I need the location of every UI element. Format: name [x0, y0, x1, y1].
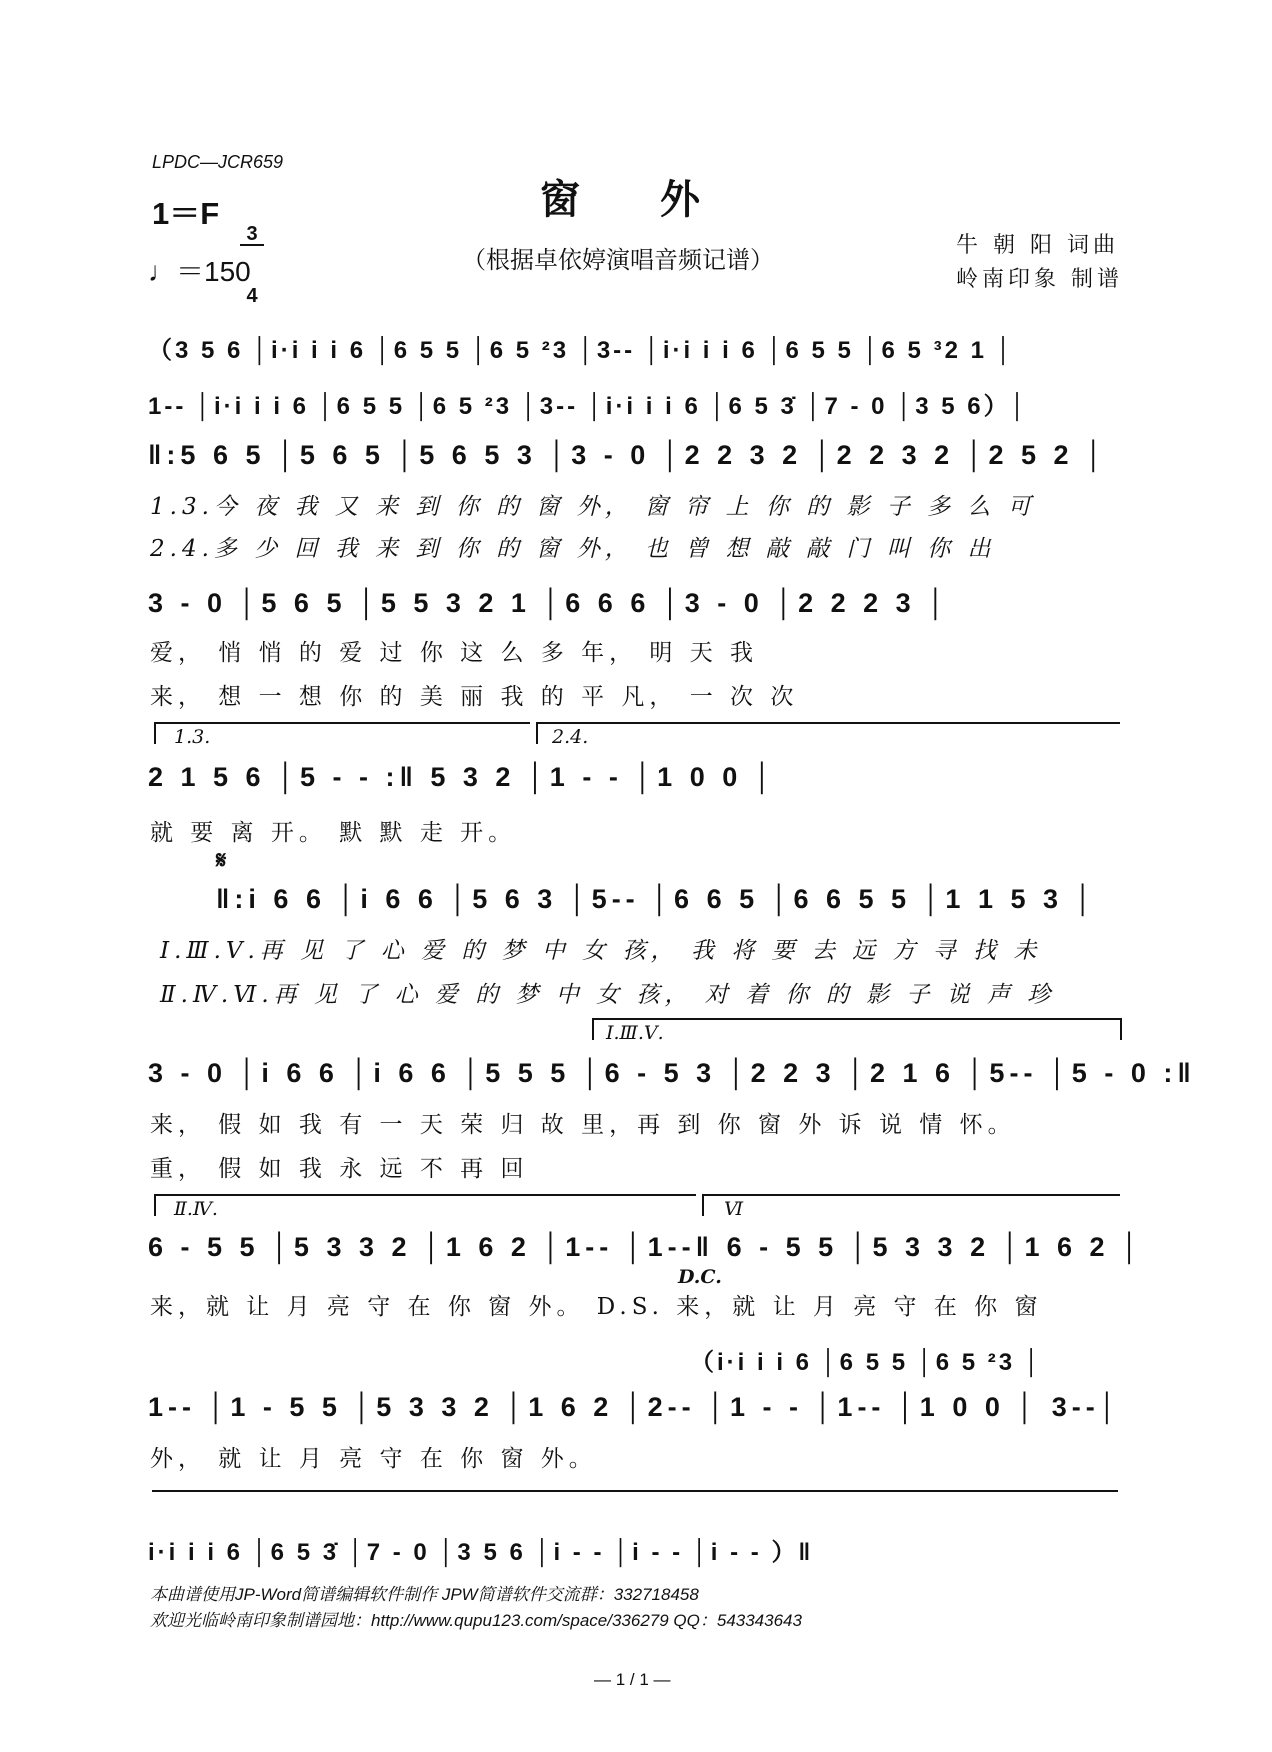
- footer-website: 欢迎光临岭南印象制谱园地：http://www.qupu123.com/space/336279 QQ：543343643: [150, 1611, 802, 1630]
- verse-notes-3: 2 1 5 6 │5 - - :‖ 5 3 2 │1 - - │1 0 0 │: [148, 762, 777, 792]
- volta-label-2: 2.4.: [552, 726, 589, 748]
- volta-bracket-3: [592, 1018, 1122, 1040]
- volta-bracket-5: [702, 1194, 1120, 1216]
- time-signature-bottom: 4: [246, 285, 258, 307]
- footer-software: 本曲谱使用JP-Word简谱编辑软件制作 JPW简谱软件交流群：332718458: [150, 1585, 699, 1604]
- chorus-lyrics-1a: Ⅰ.Ⅲ.Ⅴ.再 见 了 心 爱 的 梦 中 女 孩， 我 将 要 去 远 方 寻 找 未: [160, 938, 1042, 964]
- chorus-notes-3: 6 - 5 5 │5 3 3 2 │1 6 2 │1-- │1--‖ 6 - 5 5 │5 3 3 2 │1 6 2 │: [148, 1232, 1144, 1262]
- verse-lyrics-1a: 1.3.今 夜 我 又 来 到 你 的 窗 外， 窗 帘 上 你 的 影 子 多 么 可: [150, 494, 1036, 520]
- arranger: 岭南印象 制谱: [956, 267, 1123, 292]
- volta-label-1: 1.3.: [174, 726, 211, 748]
- chorus-lyrics-3: 来，就 让 月 亮 守 在 你 窗 外。 D.S. 来，就 让 月 亮 守 在 你 窗: [150, 1294, 1043, 1320]
- chorus-lyrics-1b: Ⅱ.Ⅳ.Ⅵ.再 见 了 心 爱 的 梦 中 女 孩， 对 着 你 的 影 子 说 声 珍: [160, 982, 1056, 1008]
- song-title: 窗外: [540, 176, 780, 223]
- volta-label-4: Ⅱ.Ⅳ.: [174, 1198, 218, 1220]
- chorus-lyrics-2a: 来， 假 如 我 有 一 天 荣 归 故 里，再 到 你 窗 外 诉 说 情 怀。: [150, 1112, 1016, 1138]
- volta-label-5: Ⅵ: [724, 1198, 744, 1220]
- volta-bracket-1: [154, 722, 530, 744]
- outro-rule: [152, 1490, 1118, 1492]
- tempo-mark: ♩＝150: [148, 256, 251, 287]
- volta-bracket-2: [536, 722, 1120, 744]
- verse-notes-1: ‖:5 6 5 │5 6 5 │5 6 5 3 │3 - 0 │2 2 3 2 │2 2 3 2 │2 5 2 │: [148, 440, 1108, 470]
- time-signature-top: 3: [240, 224, 264, 246]
- chorus-notes-2: 3 - 0 │i 6 6 │i 6 6 │5 5 5 │6 - 5 3 │2 2 3 │2 1 6 │5-- │5 - 0 :‖: [148, 1058, 1196, 1088]
- verse-lyrics-2b: 来， 想 一 想 你 的 美 丽 我 的 平 凡， 一 次 次: [150, 684, 799, 710]
- verse-notes-2: 3 - 0 │5 6 5 │5 5 3 2 1 │6 6 6 │3 - 0 │2 2 2 3 │: [148, 588, 951, 618]
- intro-line-1: （3 5 6 │i·i i i 6 │6 5 5 │6 5 ²3 │3-- │i·i i i 6 │6 5 5 │6 5 ³2 1 │: [148, 337, 1015, 364]
- coda-notes-2: i·i i i 6 │6 5 3̇ │7 - 0 │3 5 6 │i - - │i - - │i - - ）‖: [148, 1539, 814, 1566]
- outro-notes-top: （i·i i i 6 │6 5 5 │6 5 ²3 │: [690, 1349, 1043, 1376]
- intro-line-2: 1-- │i·i i i 6 │6 5 5 │6 5 ²3 │3-- │i·i i i 6 │6 5 3̇ │7 - 0 │3 5 6）│: [148, 393, 1029, 420]
- volta-label-3: Ⅰ.Ⅲ.Ⅴ.: [606, 1022, 664, 1044]
- chorus-lyrics-2b: 重， 假 如 我 永 远 不 再 回: [150, 1156, 529, 1182]
- coda-lyrics: 外， 就 让 月 亮 守 在 你 窗 外。: [150, 1446, 597, 1472]
- verse-lyrics-3: 就 要 离 开。 默 默 走 开。: [150, 820, 517, 846]
- verse-lyrics-2a: 爱， 悄 悄 的 爱 过 你 这 么 多 年， 明 天 我: [150, 640, 759, 666]
- segno-sign: 𝄋: [216, 846, 227, 874]
- verse-lyrics-1b: 2.4.多 少 回 我 来 到 你 的 窗 外， 也 曾 想 敲 敲 门 叫 你 出: [150, 536, 996, 562]
- volta-bracket-4: [154, 1194, 696, 1216]
- lyricist-composer: 牛 朝 阳 词曲: [956, 233, 1119, 258]
- subtitle: （根据卓依婷演唱音频记谱）: [462, 246, 774, 274]
- dc-mark: D.C.: [678, 1266, 722, 1288]
- chorus-notes-1: ‖:i 6 6 │i 6 6 │5 6 3 │5-- │6 6 5 │6 6 5 5 │1 1 5 3 │: [216, 884, 1098, 914]
- coda-notes-1: 1-- │1 - 5 5 │5 3 3 2 │1 6 2 │2-- │1 - - │1-- │1 0 0 │ 3--│: [148, 1392, 1122, 1422]
- key-signature: 1＝F: [152, 196, 220, 231]
- page-number: — 1 / 1 —: [594, 1670, 671, 1689]
- score-code: LPDC—JCR659: [152, 152, 284, 172]
